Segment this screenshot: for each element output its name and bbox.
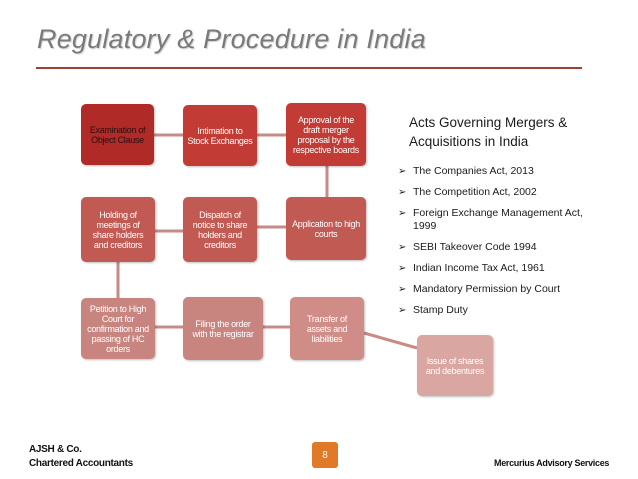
step-filing: Filing the order with the registrar [183,297,263,360]
connector-transfer-issue [364,333,417,348]
step-petition: Petition to High Court for confirmation and passing of HC orders [81,298,155,359]
arrow-bullet-icon: ➢ [398,242,407,253]
act-item: ➢ SEBI Takeover Code 1994 [398,241,537,253]
firm-subtitle: Chartered Accountants [29,458,133,469]
step-approval: Approval of the draft merger proposal by the respective boards [286,103,366,166]
firm-name: AJSH & Co. [29,444,82,455]
footer-firm [29,443,133,471]
act-item: ➢ Mandatory Permission by Court [398,283,561,295]
act-item: ➢ Indian Income Tax Act, 1961 [398,262,545,274]
arrow-bullet-icon: ➢ [398,166,407,177]
step-application: Application to high courts [286,197,366,260]
footer-company: Mercurius Advisory Services [494,458,610,468]
arrow-bullet-icon: ➢ [398,263,407,274]
slide-title: Regulatory & Procedure in India [37,24,426,54]
step-intimation: Intimation to Stock Exchanges [183,105,257,166]
step-transfer: Transfer of assets and liabilities [290,297,364,360]
step-dispatch: Dispatch of notice to share holders and creditors [183,197,257,262]
acts-list [398,165,588,325]
arrow-bullet-icon: ➢ [398,284,407,295]
step-issue: Issue of shares and debentures [417,335,493,396]
step-examination: Examination of Object Clause [81,104,154,165]
act-item: ➢ The Companies Act, 2013 [398,165,534,177]
arrow-bullet-icon: ➢ [398,208,407,219]
step-holding: Holding of meetings of share holders and creditors [81,197,155,262]
arrow-bullet-icon: ➢ [398,187,407,198]
arrow-bullet-icon: ➢ [398,305,407,316]
acts-heading: Acts Governing Mergers & Acquisitions in India [409,115,568,149]
page-number: 8 [312,442,338,468]
act-item: ➢ Foreign Exchange Management Act, 1999 [398,207,583,232]
act-item: ➢ The Competition Act, 2002 [398,186,537,198]
act-item: ➢ Stamp Duty [398,304,468,316]
